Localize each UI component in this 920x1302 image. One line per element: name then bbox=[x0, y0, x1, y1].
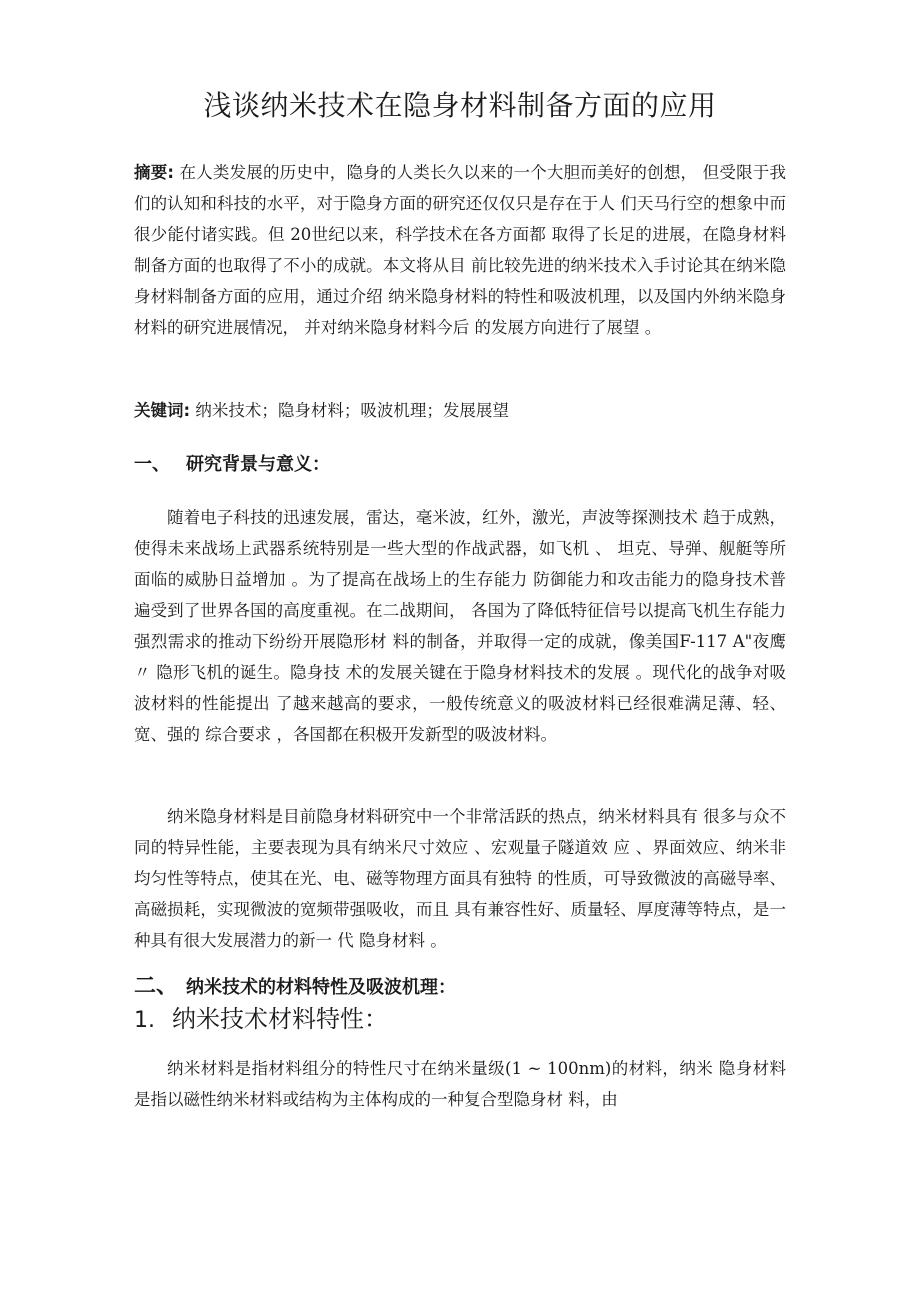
section-2-title: 纳米技术的材料特性及吸波机理： bbox=[186, 977, 456, 998]
section-1-number: 一、 bbox=[134, 454, 170, 475]
section-1-title: 研究背景与意义： bbox=[186, 454, 330, 475]
subsection-1-paragraph: 纳米材料是指材料组分的特性尺寸在纳米量级(1 ~ 100nm)的材料，纳米 隐身材料是指以磁性纳米材料或结构为主体构成的一种复合型隐身材 料，由 bbox=[134, 1059, 786, 1109]
subsection-1-heading bbox=[134, 999, 388, 1034]
section-1-paragraph-1: 随着电子科技的迅速发展，雷达，毫米波，红外，激光，声波等探测技术 趋于成熟，使得未来战场上武器系统特别是一些大型的作战武器，如飞机 、 坦克、导弹、舰艇等所面临的威胁日益增加 。为了提高在战场上的生存能力 防御能力和攻击能力的隐身技术普遍受到了世界各国的高度重视。在二战期间， 各国为了降低特征信号以提高飞机生存能力强烈需求的推动下纷纷开展隐形材 料的制备，并取得一定的成就，像美国F-117 A"夜鹰 〃 隐形飞机的诞生。隐身技 术的发展关键在于隐身材料技术的发展 。现代化的战争对吸波材料的性能提出 了越来越高的要求，一般传统意义的吸波材料已经很难满足薄、轻、宽、强的 综合要求 ，各国都在积极开发新型的吸波材料。 bbox=[134, 508, 786, 744]
keywords-label: 关键词: bbox=[134, 401, 191, 420]
section-1-paragraph-2: 纳米隐身材料是目前隐身材料研究中一个非常活跃的热点，纳米材料具有 很多与众不同的特异性能，主要表现为具有纳米尺寸效应 、宏观量子隧道效 应 、界面效应、纳米非均匀性等特点，使其在光、电、磁等物理方面具有独特 的性质，可导致微波的高磁导率、高磁损耗，实现微波的宽频带强吸收，而且 具有兼容性好、质量轻、厚度薄等特点，是一种具有很大发展潜力的新一 代 隐身材料 。 bbox=[134, 807, 786, 950]
section-2-heading bbox=[134, 969, 456, 1000]
subsection-1-number: 1. bbox=[134, 1008, 155, 1033]
abstract-label: 摘要: bbox=[134, 163, 175, 182]
abstract-paragraph bbox=[134, 157, 786, 343]
keywords-line bbox=[134, 397, 509, 425]
abstract-text: 在人类发展的历史中，隐身的人类长久以来的一个大胆而美好的创想， 但受限于我们的认知和科技的水平，对于隐身方面的研究还仅仅只是存在于人 们天马行空的想象中而很少能付诸实践。但 20世纪以来，科学技术在各方面都 取得了长足的进展，在隐身材料制备方面的也取得了不小的成就。本文将从目 前比较先进的纳米技术入手讨论其在纳米隐身材料制备方面的应用，通过介绍 纳米隐身材料的特性和吸波机理，以及国内外纳米隐身材料的研究进展情况， 并对纳米隐身材料今后 的发展方向进行了展望 。 bbox=[134, 163, 786, 337]
section-2-number: 二、 bbox=[134, 974, 179, 999]
keywords-text: 纳米技术；隐身材料；吸波机理；发展展望 bbox=[190, 401, 509, 420]
section-1-heading bbox=[134, 450, 330, 476]
document-title: 浅谈纳米技术在隐身材料制备方面的应用 bbox=[203, 89, 717, 122]
subsection-1-title: 纳米技术材料特性： bbox=[172, 1005, 388, 1033]
